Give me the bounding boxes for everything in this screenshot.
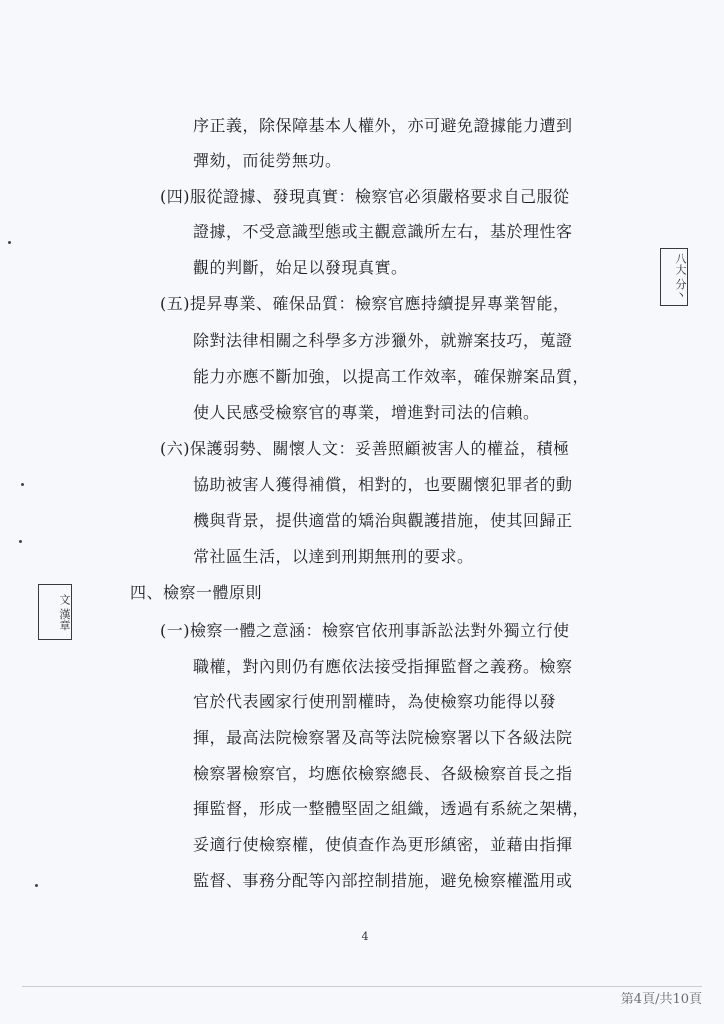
seal-stamp-left: 文 漢章 xyxy=(38,584,72,640)
text-line: 揮，最高法院檢察署及高等法院檢察署以下各級法院 xyxy=(193,728,573,747)
text-line: 職權，對內則仍有應依法接受指揮監督之義務。檢察 xyxy=(193,657,573,676)
punch-hole-mark xyxy=(35,884,38,887)
text-line: 機與背景，提供適當的矯治與觀護措施，使其回歸正 xyxy=(193,511,573,530)
text-line: 觀的判斷，始足以發現真實。 xyxy=(193,258,408,277)
text-line: (五)提昇專業、確保品質：檢察官應持續提昇專業智能， xyxy=(160,294,570,313)
text-line: (四)服從證據、發現真實：檢察官必須嚴格要求自己服從 xyxy=(160,187,570,206)
text-line: 監督、事務分配等內部控制措施，避免檢察權濫用或 xyxy=(193,871,573,890)
text-line: 檢察署檢察官，均應依檢察總長、各級檢察首長之指 xyxy=(193,764,573,783)
text-line: 證據，不受意識型態或主觀意識所左右，基於理性客 xyxy=(193,222,573,241)
text-line: 官於代表國家行使刑罰權時，為使檢察功能得以發 xyxy=(193,692,557,711)
text-line: 妥適行使檢察權，使偵查作為更形縝密，並藉由指揮 xyxy=(193,835,573,854)
text-line: 協助被害人獲得補償，相對的，也要關懷犯罪者的動 xyxy=(193,475,573,494)
text-line: 揮監督，形成一整體堅固之組織，透過有系統之架構， xyxy=(193,799,590,818)
punch-hole-mark xyxy=(21,483,24,486)
footer-divider xyxy=(22,986,702,987)
section-heading: 四、檢察一體原則 xyxy=(130,583,263,602)
text-line: 序正義，除保障基本人權外，亦可避免證據能力遭到 xyxy=(193,116,573,135)
text-line: 彈劾，而徒勞無功。 xyxy=(193,151,342,170)
text-line: 除對法律相關之科學多方涉獵外，就辦案技巧，蒐證 xyxy=(193,331,573,350)
text-line: 使人民感受檢察官的專業，增進對司法的信賴。 xyxy=(193,403,540,422)
page-footer: 第4頁/共10頁 xyxy=(620,992,702,1007)
punch-hole-mark xyxy=(8,241,11,244)
text-line: (六)保護弱勢、關懷人文：妥善照顧被害人的權益，積極 xyxy=(160,439,570,458)
seal-stamp-right: 八大 分丶 xyxy=(660,248,688,306)
text-line: 常社區生活，以達到刑期無刑的要求。 xyxy=(193,547,474,566)
punch-hole-mark xyxy=(19,540,22,543)
text-line: 能力亦應不斷加強，以提高工作效率，確保辦案品質， xyxy=(193,367,590,386)
text-line: (一)檢察一體之意涵：檢察官依刑事訴訟法對外獨立行使 xyxy=(160,621,570,640)
page-number: 4 xyxy=(361,930,369,943)
